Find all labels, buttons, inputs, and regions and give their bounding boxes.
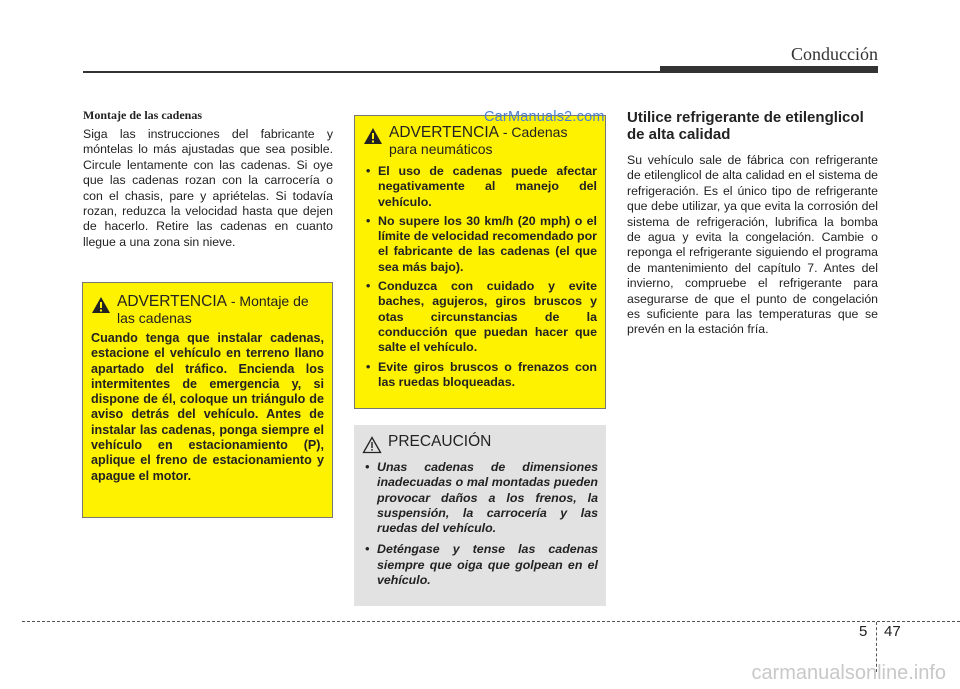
- warning-title: [389, 124, 597, 158]
- right-column: [627, 110, 878, 338]
- chains-body-text: Siga las instrucciones del fabricante y móntelas lo más ajustadas que sea posible. Circule lentamente con las cadenas. Si oye que las cadenas rozan con la carrocería o con el chasis, pare y apriételas. Si todavía rozan, reduzca la velocidad hasta que dejen de hacerlo. Retire las cadenas en cuanto llegue a una zona sin nieve.: [83, 127, 333, 249]
- caution-triangle-icon: [362, 436, 382, 454]
- caution-list: [362, 460, 598, 588]
- warning-text: Cuando tenga que instalar cadenas, estacione el vehículo en terreno llano apartado del tráfico. Encienda los intermitentes de emergencia y, si dispone de él, coloque un triángulo de aviso detrás del vehículo. Antes de instalar las cadenas, ponga siempre el vehículo en estacionamiento (P), aplique el freno de estacionamiento y apague el motor.: [91, 331, 324, 483]
- warning-header: [363, 124, 597, 158]
- coolant-body-text: Su vehículo sale de fábrica con refrigerante de etilenglicol de alta calidad en el sistema de refrigeración. Es el único tipo de refrigerante que debe utilizar, ya que evita la corrosión del sistema de refrigeración, lubrifica la bomba de agua y evita la congelación. Cambie o reponga el refrigerante siguiendo el programa de mantenimiento del capítulo 7. Antes del invierno, compruebe el refrigerante para asegurarse de que el punto de congelación es suficiente para las temperaturas que se prevén en la estación fría.: [627, 153, 878, 337]
- warning-list: [363, 164, 597, 390]
- list-item: • No supere los 30 km/h (20 mph) o el límite de velocidad recomendado por el fabricante de las cadenas (el que sea más bajo).: [363, 214, 597, 275]
- site-watermark: CarManuals2.com: [484, 109, 605, 125]
- page-number: 47: [884, 623, 901, 640]
- header-rule: [83, 71, 663, 73]
- caution-header: [362, 433, 598, 454]
- list-item: • Conduzca con cuidado y evite baches, agujeros, giros bruscos y otas circunstancias de la conducción que puedan hacer que salte el vehículo.: [363, 279, 597, 355]
- list-item: • Deténgase y tense las cadenas siempre que oiga que golpean en el vehículo.: [362, 542, 598, 588]
- page-header-title: Conducción: [791, 44, 878, 64]
- section-heading-chains: Montaje de las cadenas: [83, 108, 202, 122]
- list-item: • Unas cadenas de dimensiones inadecuadas o mal montadas pueden provocar daños a los frenos, la suspensión, la carrocería y las ruedas del vehículo.: [362, 460, 598, 536]
- warning-title-sub: - Montaje de las cadenas: [117, 293, 309, 326]
- warning-box-chain-mounting: [82, 282, 333, 518]
- list-item: • El uso de cadenas puede afectar negativamente al manejo del vehículo.: [363, 164, 597, 210]
- warning-header: [91, 293, 324, 327]
- header-rule-accent: [660, 66, 878, 73]
- footer-rule: [22, 621, 960, 622]
- warning-title: [117, 293, 324, 327]
- chapter-number: 5: [859, 623, 868, 640]
- caution-title: PRECAUCIÓN: [388, 433, 492, 450]
- caution-box: [354, 425, 606, 606]
- list-item: • Evite giros bruscos o frenazos con las ruedas bloqueadas.: [363, 360, 597, 391]
- warning-triangle-icon: [91, 296, 111, 314]
- left-column: [83, 108, 333, 250]
- section-heading-coolant: Utilice refrigerante de etilenglicol de alta calidad: [627, 109, 864, 143]
- warning-box-tire-chains: [354, 115, 606, 409]
- warning-title-main: ADVERTENCIA: [117, 293, 227, 310]
- bottom-watermark: carmanualsonline.info: [751, 662, 946, 684]
- warning-title-sub: - Cadenas para neumáticos: [389, 124, 568, 157]
- warning-title-main: ADVERTENCIA: [389, 124, 499, 141]
- warning-triangle-icon: [363, 127, 383, 145]
